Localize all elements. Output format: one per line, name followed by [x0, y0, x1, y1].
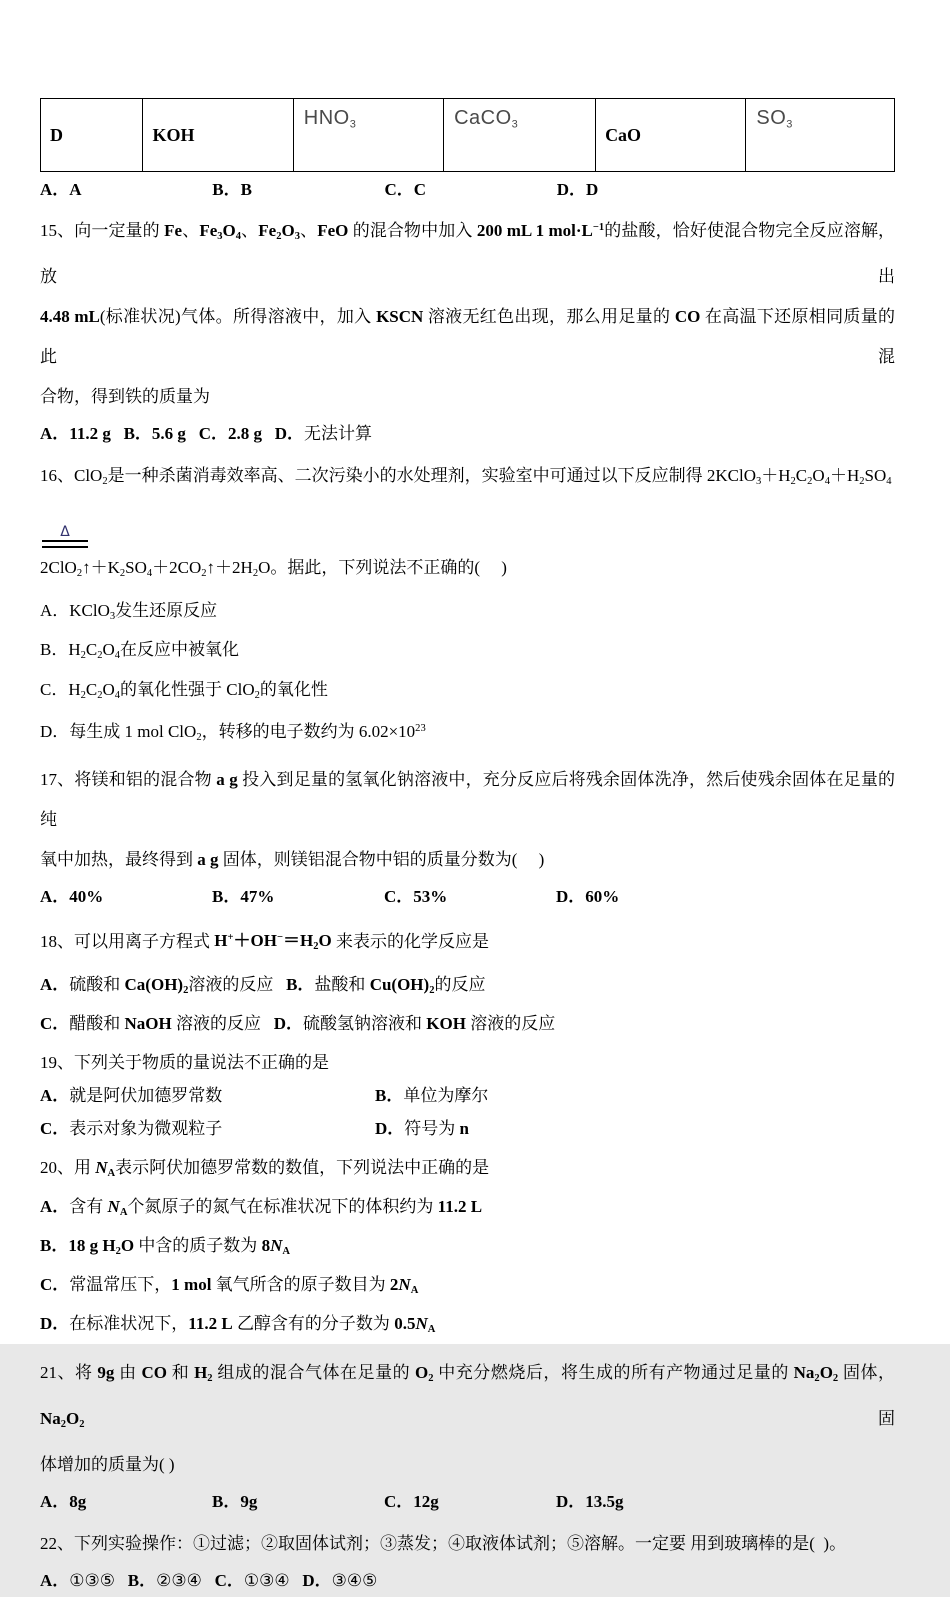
option: A．40% [40, 886, 104, 906]
option: C．12g [384, 1491, 439, 1511]
answer-choice-d: D．D [556, 180, 599, 199]
option: B．47% [212, 886, 275, 906]
table-cell-d: D [41, 99, 143, 172]
table-cell-caco3: CaCO$_3$ [444, 99, 596, 172]
option: B．单位为摩尔 [375, 1085, 489, 1105]
option: C．表示对象为微观粒子 [40, 1118, 223, 1138]
question-line: 22、下列实验操作：①过滤；②取固体试剂；③蒸发；④取液体试剂；⑤溶解。一定要 用到玻璃棒的是( )。 [40, 1533, 847, 1553]
options-row [40, 880, 895, 913]
question-line: 16、ClO$_2$是一种杀菌消毒效率高、二次污染小的水处理剂，实验室中可通过以下反应制得 $2KClO_3+H_2C_2O_4+H_2SO_4$ Δ [40, 456, 895, 548]
question-17 [40, 760, 895, 913]
answer-choice-b: B．B [212, 180, 252, 199]
question-line: C．常温常压下，1 mol 氧气所含的原子数目为 $2N_A$ [40, 1275, 419, 1297]
question-line: 4.48 mL(标准状况)气体。所得溶液中，加入 KSCN 溶液无红色出现，那么用足量的 CO 在高温下还原相同质量的此混 [40, 306, 896, 366]
question-line: A．硫酸和 $Ca(OH)_2$溶液的反应 B．盐酸和 $Cu(OH)_2$的反应 [40, 974, 486, 996]
option: A．8g [40, 1491, 87, 1511]
question-16 [40, 456, 895, 754]
question-line: 合物，得到铁的质量为 [40, 386, 210, 406]
question-line: D．每生成 1 mol ClO$_2$，转移的电子数约为 $6.02\times 10^{23}$ [40, 721, 426, 743]
question-line: B．$H_2C_2O_4$在反应中被氧化 [40, 640, 240, 662]
option: D．60% [556, 886, 620, 906]
option: B．9g [212, 1491, 258, 1511]
question-line: D．在标准状况下，11.2 L 乙醇含有的分子数为 $0.5N_A$ [40, 1314, 436, 1336]
question-line: $2ClO_2↑+K_2SO_4+2CO_2↑+2H_2O$。据此，下列说法不正确的( ) [40, 558, 507, 580]
question-line: 19、下列关于物质的量说法不正确的是 [40, 1052, 329, 1072]
option: A．就是阿伏加德罗常数 [40, 1085, 223, 1105]
question-line: 氧中加热，最终得到 a g 固体，则镁铝混合物中铝的质量分数为( ) [40, 849, 545, 869]
options-row [40, 1079, 895, 1112]
questions-section [40, 208, 895, 1597]
question-line: A．KClO$_3$发生还原反应 [40, 601, 218, 623]
table-cell-koh: KOH [143, 99, 293, 172]
question-line: 17、将镁和铝的混合物 a g 投入到足量的氢氧化钠溶液中，充分反应后将残余固体洗净，然后使残余固体在足量的纯 [40, 769, 896, 829]
options-row [40, 1485, 895, 1518]
answer-choice-a: A．A [40, 180, 82, 199]
question-line: C．$H_2C_2O_4$的氧化性强于 ClO$_2$的氧化性 [40, 679, 328, 701]
option: D．13.5g [556, 1491, 624, 1511]
question-line: B．18 g $H_2O$ 中含的质子数为 $8N_A$ [40, 1236, 290, 1258]
question-18 [40, 919, 895, 1040]
question-line: A．11.2 g B．5.6 g C．2.8 g D．无法计算 [40, 423, 372, 443]
question-line: C．醋酸和 NaOH 溶液的反应 D．硫酸氢钠溶液和 KOH 溶液的反应 [40, 1013, 556, 1033]
question-line: 18、可以用离子方程式 $H^++OH^-=H_2O$ 来表示的化学反应是 [40, 931, 489, 953]
question-20 [40, 1151, 895, 1347]
table-cell-cao: CaO [596, 99, 746, 172]
question-line: 15、向一定量的 Fe、$Fe_3O_4$、$Fe_2O_3$、FeO 的混合物中加入 200 mL 1 $mol\cdot L^{-1}$的盐酸，恰好使混合物完全反应溶解，放出 [40, 220, 896, 286]
question-line: A．含有 $N_A$个氮原子的氮气在标准状况下的体积约为 11.2 L [40, 1196, 483, 1219]
answer-choice-c: C．C [384, 180, 427, 199]
question-19 [40, 1046, 895, 1145]
question-21 [40, 1353, 895, 1518]
answer-choices-row [40, 178, 895, 202]
question-22 [40, 1524, 895, 1597]
question-line: 21、将 9g 由 CO 和 $H_2$ 组成的混合气体在足量的 $O_2$ 中充分燃烧后，将生成的所有产物通过足量的 $Na_2O_2$ 固体，$Na_2O_2$ 固 [40, 1362, 896, 1430]
question-line: 20、用 $N_A$表示阿伏加德罗常数的数值，下列说法中正确的是 [40, 1157, 490, 1179]
option: D．符号为 n [375, 1118, 469, 1138]
question-line: A．①③⑤ B．②③④ C．①③④ D．③④⑤ [40, 1570, 378, 1590]
question-15 [40, 208, 895, 450]
answer-table [40, 98, 895, 172]
question-line: 体增加的质量为( ) [40, 1454, 175, 1474]
option: C．53% [384, 886, 448, 906]
table-row [41, 99, 895, 172]
table-cell-hno3: $HNO_3$ [293, 99, 443, 172]
table-cell-so3: $SO_3$ [746, 99, 895, 172]
options-row [40, 1112, 895, 1145]
